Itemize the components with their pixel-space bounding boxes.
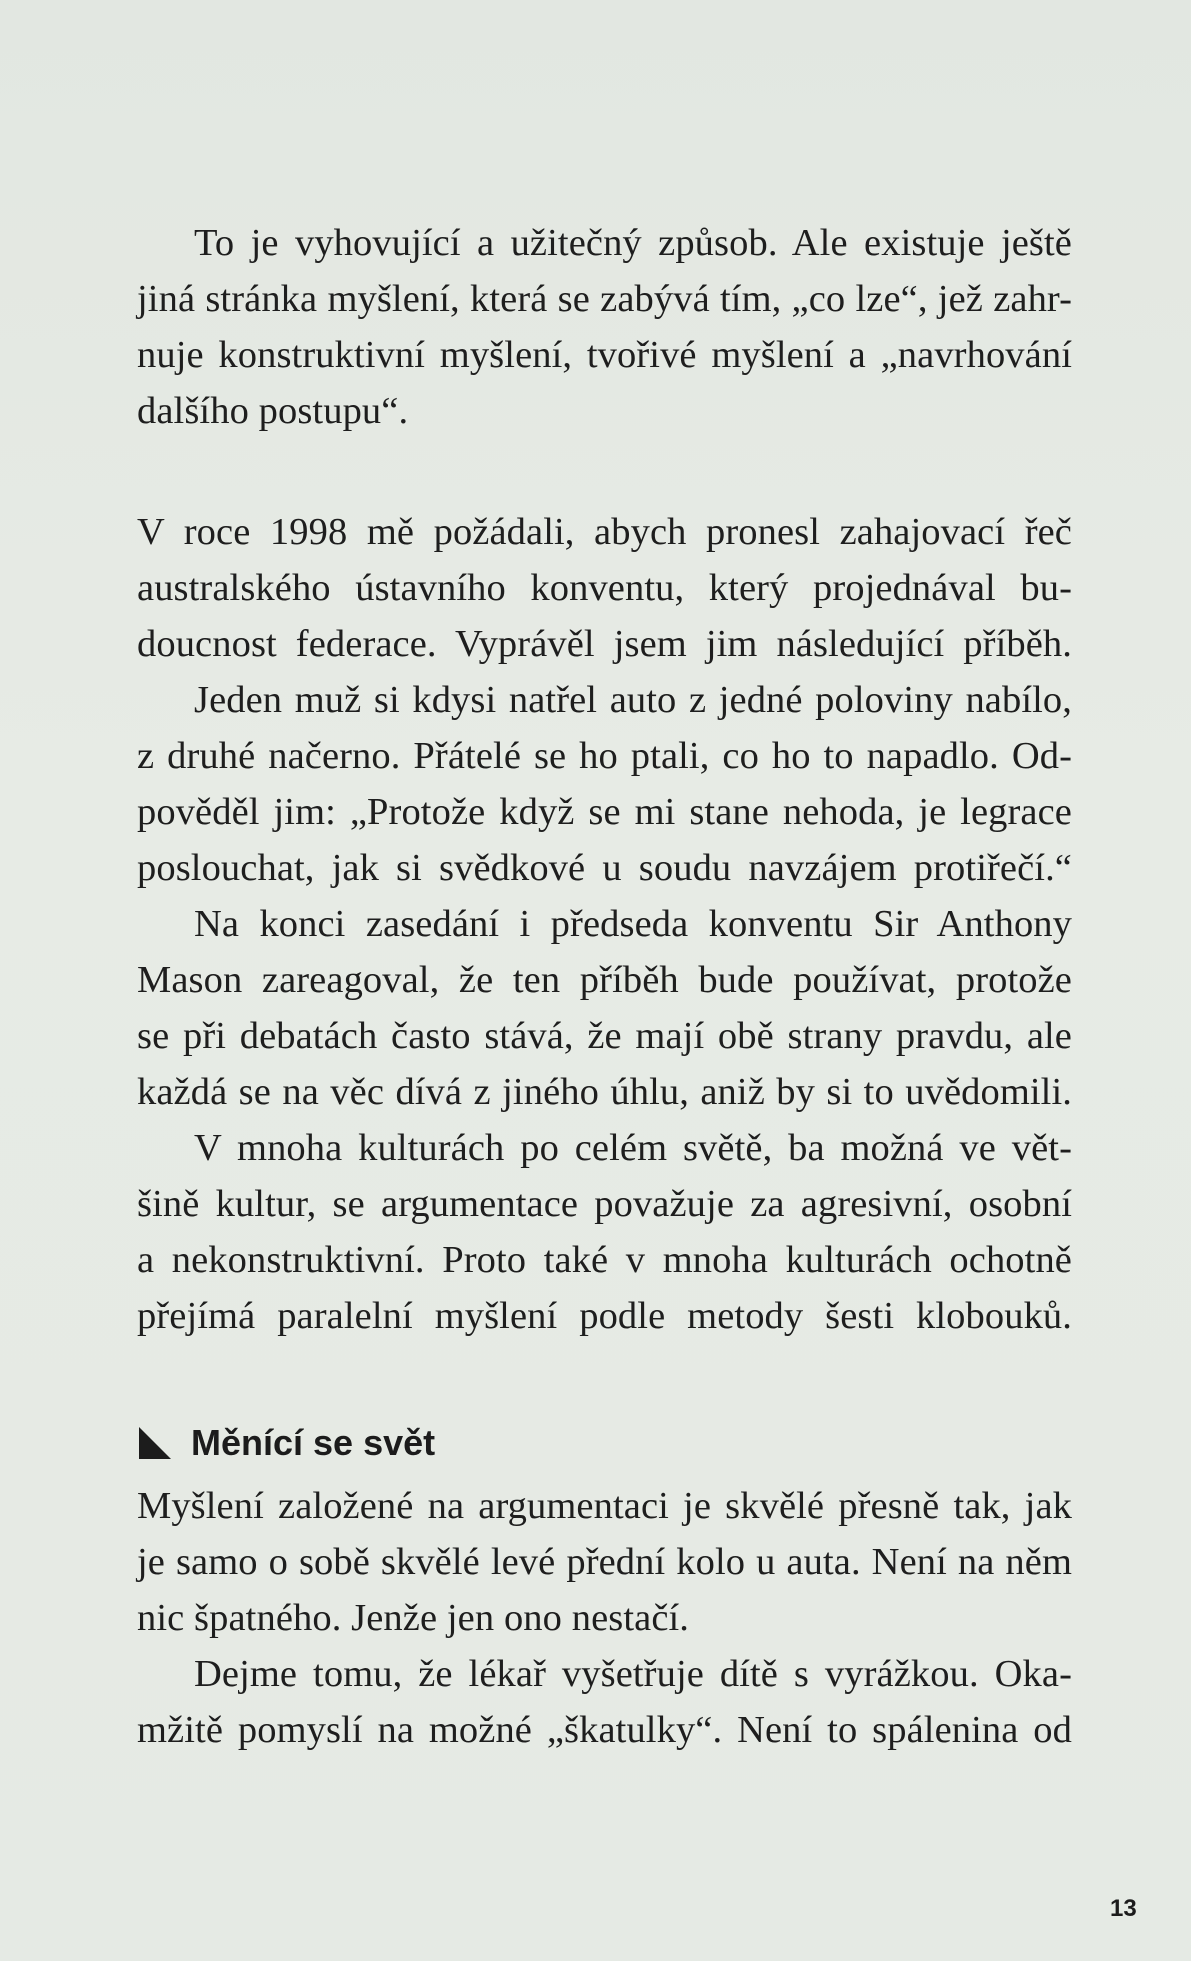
page-number: 13 bbox=[1110, 1895, 1137, 1922]
text-line: šině kultur, se argumentace považuje za agresivní, osobní bbox=[137, 1183, 1072, 1225]
text-line: je samo o sobě skvělé levé přední kolo u auta. Není na něm bbox=[137, 1541, 1072, 1583]
text-line: Mason zareagoval, že ten příběh bude používat, protože bbox=[137, 959, 1072, 1001]
section-heading-text: Měnící se svět bbox=[191, 1422, 436, 1463]
text-line: z druhé načerno. Přátelé se ho ptali, co ho to napadlo. Od- bbox=[137, 735, 1072, 777]
text-line: každá se na věc dívá z jiného úhlu, aniž by si to uvědomili. bbox=[137, 1071, 1072, 1113]
text-line: nuje konstruktivní myšlení, tvořivé myšlení a „navrhování bbox=[137, 334, 1072, 376]
text-line: doucnost federace. Vyprávěl jsem jim následující příběh. bbox=[137, 623, 1072, 665]
text-line: V roce 1998 mě požádali, abych pronesl zahajovací řeč bbox=[137, 511, 1072, 553]
text-line: Na konci zasedání i předseda konventu Sir Anthony bbox=[194, 903, 1072, 945]
text-line: a nekonstruktivní. Proto také v mnoha kulturách ochotně bbox=[137, 1239, 1072, 1281]
section-heading bbox=[137, 1413, 435, 1473]
text-line: Jeden muž si kdysi natřel auto z jedné poloviny nabílo, bbox=[194, 679, 1072, 721]
text-line: přejímá paralelní myšlení podle metody šesti klobouků. bbox=[137, 1295, 1072, 1337]
text-line: poslouchat, jak si svědkové u soudu navzájem protiřečí.“ bbox=[137, 847, 1072, 889]
text-line: V mnoha kulturách po celém světě, ba možná ve vět- bbox=[194, 1127, 1072, 1169]
text-line: dalšího postupu“. bbox=[137, 390, 409, 432]
text-line: Myšlení založené na argumentaci je skvělé přesně tak, jak bbox=[137, 1485, 1072, 1527]
text-line: se při debatách často stává, že mají obě strany pravdu, ale bbox=[137, 1015, 1072, 1057]
text-line: australského ústavního konventu, který projednával bu- bbox=[137, 567, 1072, 609]
text-line: jiná stránka myšlení, která se zabývá tím, „co lze“, jež zahr- bbox=[137, 278, 1072, 320]
text-line: mžitě pomyslí na možné „škatulky“. Není to spálenina od bbox=[137, 1709, 1072, 1751]
text-line: Dejme tomu, že lékař vyšetřuje dítě s vyrážkou. Oka- bbox=[194, 1653, 1072, 1695]
text-line: nic špatného. Jenže jen ono nestačí. bbox=[137, 1597, 690, 1639]
corner-triangle-icon bbox=[137, 1425, 173, 1461]
text-line: To je vyhovující a užitečný způsob. Ale existuje ještě bbox=[194, 222, 1072, 264]
text-line: pověděl jim: „Protože když se mi stane nehoda, je legrace bbox=[137, 791, 1072, 833]
